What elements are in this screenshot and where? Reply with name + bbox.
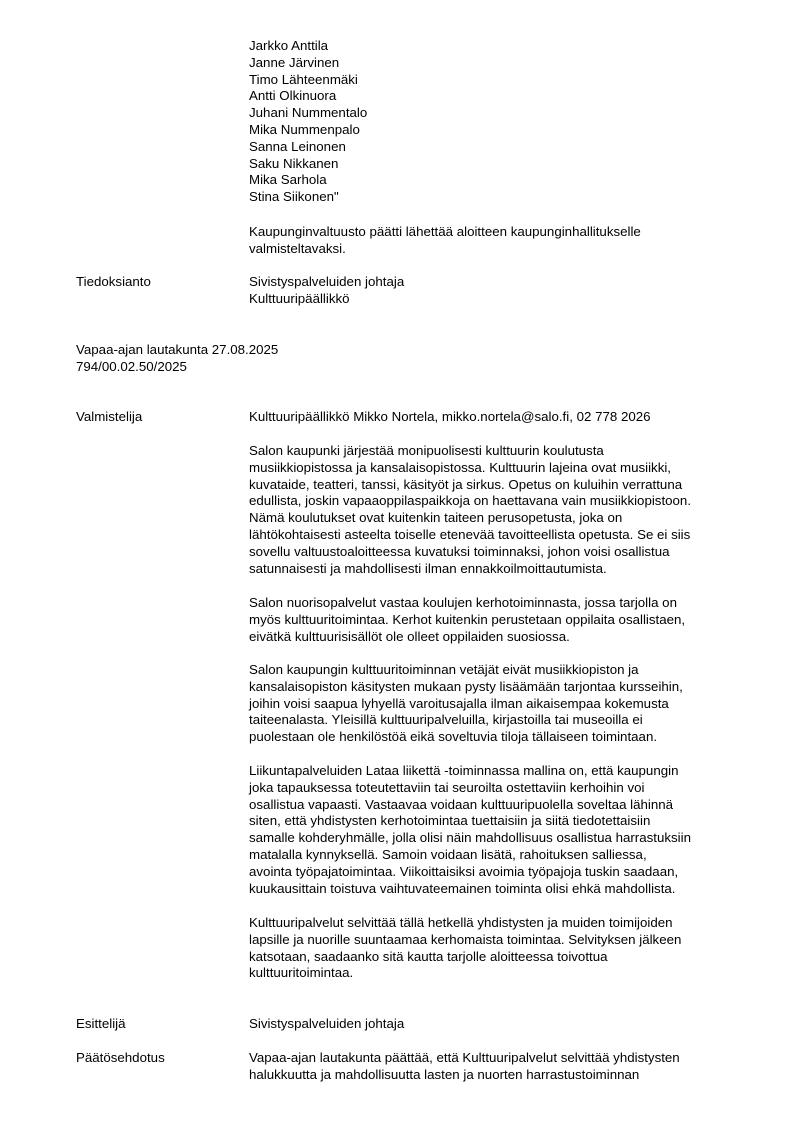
paragraph-line: puolestaan ole henkilöstöä eikä soveltuvia tiloja tällaiseen toimintaan.	[249, 729, 658, 745]
paragraph-line: satunnaisesti ja mahdollisesti ilman ennakkoilmoittautumista.	[249, 560, 607, 576]
meeting-title: Vapaa-ajan lautakunta 27.08.2025	[76, 342, 279, 357]
signatories-list	[249, 38, 749, 206]
paragraph-line: kansalaisopiston käsitysten mukaan pysty lisäämään tarjontaa kursseihin,	[249, 678, 683, 694]
paragraph-line: sovellu valtuustoaloitteessa kuvatuksi toiminnaksi, johon voisi osallistua	[249, 543, 670, 559]
paragraph-line: Salon nuorisopalvelut vastaa koulujen kerhotoiminnasta, jossa tarjolla on	[249, 595, 677, 610]
signatory-name: Antti Olkinuora	[249, 88, 337, 104]
signatory-name: Jarkko Anttila	[249, 38, 329, 53]
tiedoksianto-label: Tiedoksianto	[76, 274, 151, 289]
paragraph-line: katsotaan, saadaanko sitä kautta tarjolle aloitteessa toivottua	[249, 948, 608, 964]
council-decision	[249, 224, 749, 258]
body-paragraph	[249, 915, 749, 982]
signatory-name: Stina Siikonen"	[249, 189, 339, 205]
paragraph-line: Liikuntapalveluiden Lataa liikettä -toiminnassa mallina on, että kaupungin	[249, 763, 679, 778]
signatory-name: Timo Lähteenmäki	[249, 71, 358, 87]
meeting-heading	[76, 342, 278, 376]
signatory-name: Juhani Nummentalo	[249, 105, 368, 121]
signatory-name: Janne Järvinen	[249, 54, 340, 70]
council-decision-line: valmisteltavaksi.	[249, 240, 346, 256]
paragraph-line: avointa työpajatoimintaa. Viikoittaisiksi avoimia työpajoja tuskin saadaan,	[249, 863, 679, 879]
paragraph-line: matalalla kynnyksellä. Samoin voidaan lisätä, rahoituksen salliessa,	[249, 846, 647, 862]
paragraph-line: myös kulttuuritoimintaa. Kerhot kuitenkin perustetaan oppilaita osallistaen,	[249, 611, 686, 627]
paragraph-line: Salon kaupungin kulttuuritoiminnan vetäjät eivät musiikkiopiston ja	[249, 662, 639, 677]
paatosehdotus-text	[249, 1050, 749, 1084]
paragraph-line: kuukausittain toistuva vaihtuvateemainen toiminta olisi ehkä mahdollista.	[249, 880, 676, 896]
signatory-name: Sanna Leinonen	[249, 138, 346, 154]
valmistelija-contact: Kulttuuripäällikkö Mikko Nortela, mikko.nortela@salo.fi, 02 778 2026	[249, 409, 651, 424]
valmistelija-label: Valmistelija	[76, 409, 143, 424]
esittelija-label: Esittelijä	[76, 1016, 126, 1031]
paragraph-line: lapsille ja nuorille suuntaamaa kerhomaista toimintaa. Selvityksen jälkeen	[249, 931, 682, 947]
paragraph-line: eivätkä kulttuurisisällöt ole olleet oppilaiden suosiossa.	[249, 628, 570, 644]
recipient-line: Sivistyspalveluiden johtaja	[249, 274, 405, 289]
paragraph-line: joka tapauksessa toteutettaviin tai seuroilta ostettaviin kerhoihin voi	[249, 779, 645, 795]
body-paragraph	[249, 662, 749, 746]
council-decision-line: Kaupunginvaltuusto päätti lähettää aloitteen kaupunginhallitukselle	[249, 224, 641, 239]
body-paragraph	[249, 763, 749, 897]
paragraph-line: lähtökohtaisesti asteelta toiselle etenevää tavoitteellista opetusta. Se ei siis	[249, 526, 691, 542]
body-paragraph	[249, 595, 749, 645]
paragraph-line: kuvataide, teatteri, tanssi, käsityöt ja sirkus. Opetus on kuluihin verrattuna	[249, 476, 683, 492]
body-paragraph	[249, 443, 749, 577]
proposal-line: halukkuutta ja mahdollisuutta lasten ja nuorten harrastustoiminnan	[249, 1066, 640, 1082]
paragraph-line: taiteenalasta. Yleisillä kulttuuripalveluilla, kirjastoilla tai museoilla ei	[249, 712, 643, 728]
paragraph-line: siten, että yhdistysten kerhotoimintaa tuettaisiin ja siitä tiedotettaisiin	[249, 813, 651, 829]
tiedoksianto-recipients	[249, 274, 749, 308]
paatosehdotus-label: Päätösehdotus	[76, 1050, 165, 1065]
paragraph-line: joihin voisi saapua lyhyellä varoitusajalla ilman aikaisempaa kokemusta	[249, 695, 669, 711]
proposal-line: Vapaa-ajan lautakunta päättää, että Kulttuuripalvelut selvittää yhdistysten	[249, 1050, 680, 1065]
paragraph-line: Kulttuuripalvelut selvittää tällä hetkellä yhdistysten ja muiden toimijoiden	[249, 915, 673, 930]
signatory-name: Mika Sarhola	[249, 172, 327, 188]
recipient-line: Kulttuuripäällikkö	[249, 290, 350, 306]
paragraph-line: Salon kaupunki järjestää monipuolisesti kulttuurin koulutusta	[249, 443, 604, 458]
paragraph-line: edullista, joskin vapaaoppilaspaikkoja on haettavana vain musiikkiopistoon.	[249, 493, 692, 509]
paragraph-line: musiikkiopistossa ja kansalaisopistossa. Kulttuurin lajeina ovat musiikki,	[249, 459, 671, 475]
paragraph-line: kulttuuritoimintaa.	[249, 965, 354, 981]
meeting-number: 794/00.02.50/2025	[76, 358, 187, 374]
paragraph-line: Nämä koulutukset ovat kuitenkin taiteen perusopetusta, joka on	[249, 510, 623, 526]
signatory-name: Saku Nikkanen	[249, 155, 339, 171]
esittelija-value: Sivistyspalveluiden johtaja	[249, 1016, 405, 1031]
paragraph-line: osallistua vapaasti. Vastaavaa voidaan kulttuuripuolella soveltaa lähinnä	[249, 796, 674, 812]
signatory-name: Mika Nummenpalo	[249, 121, 360, 137]
paragraph-line: samalle kohderyhmälle, jolla olisi näin mahdollisuus osallistua harrastuksiin	[249, 830, 691, 846]
